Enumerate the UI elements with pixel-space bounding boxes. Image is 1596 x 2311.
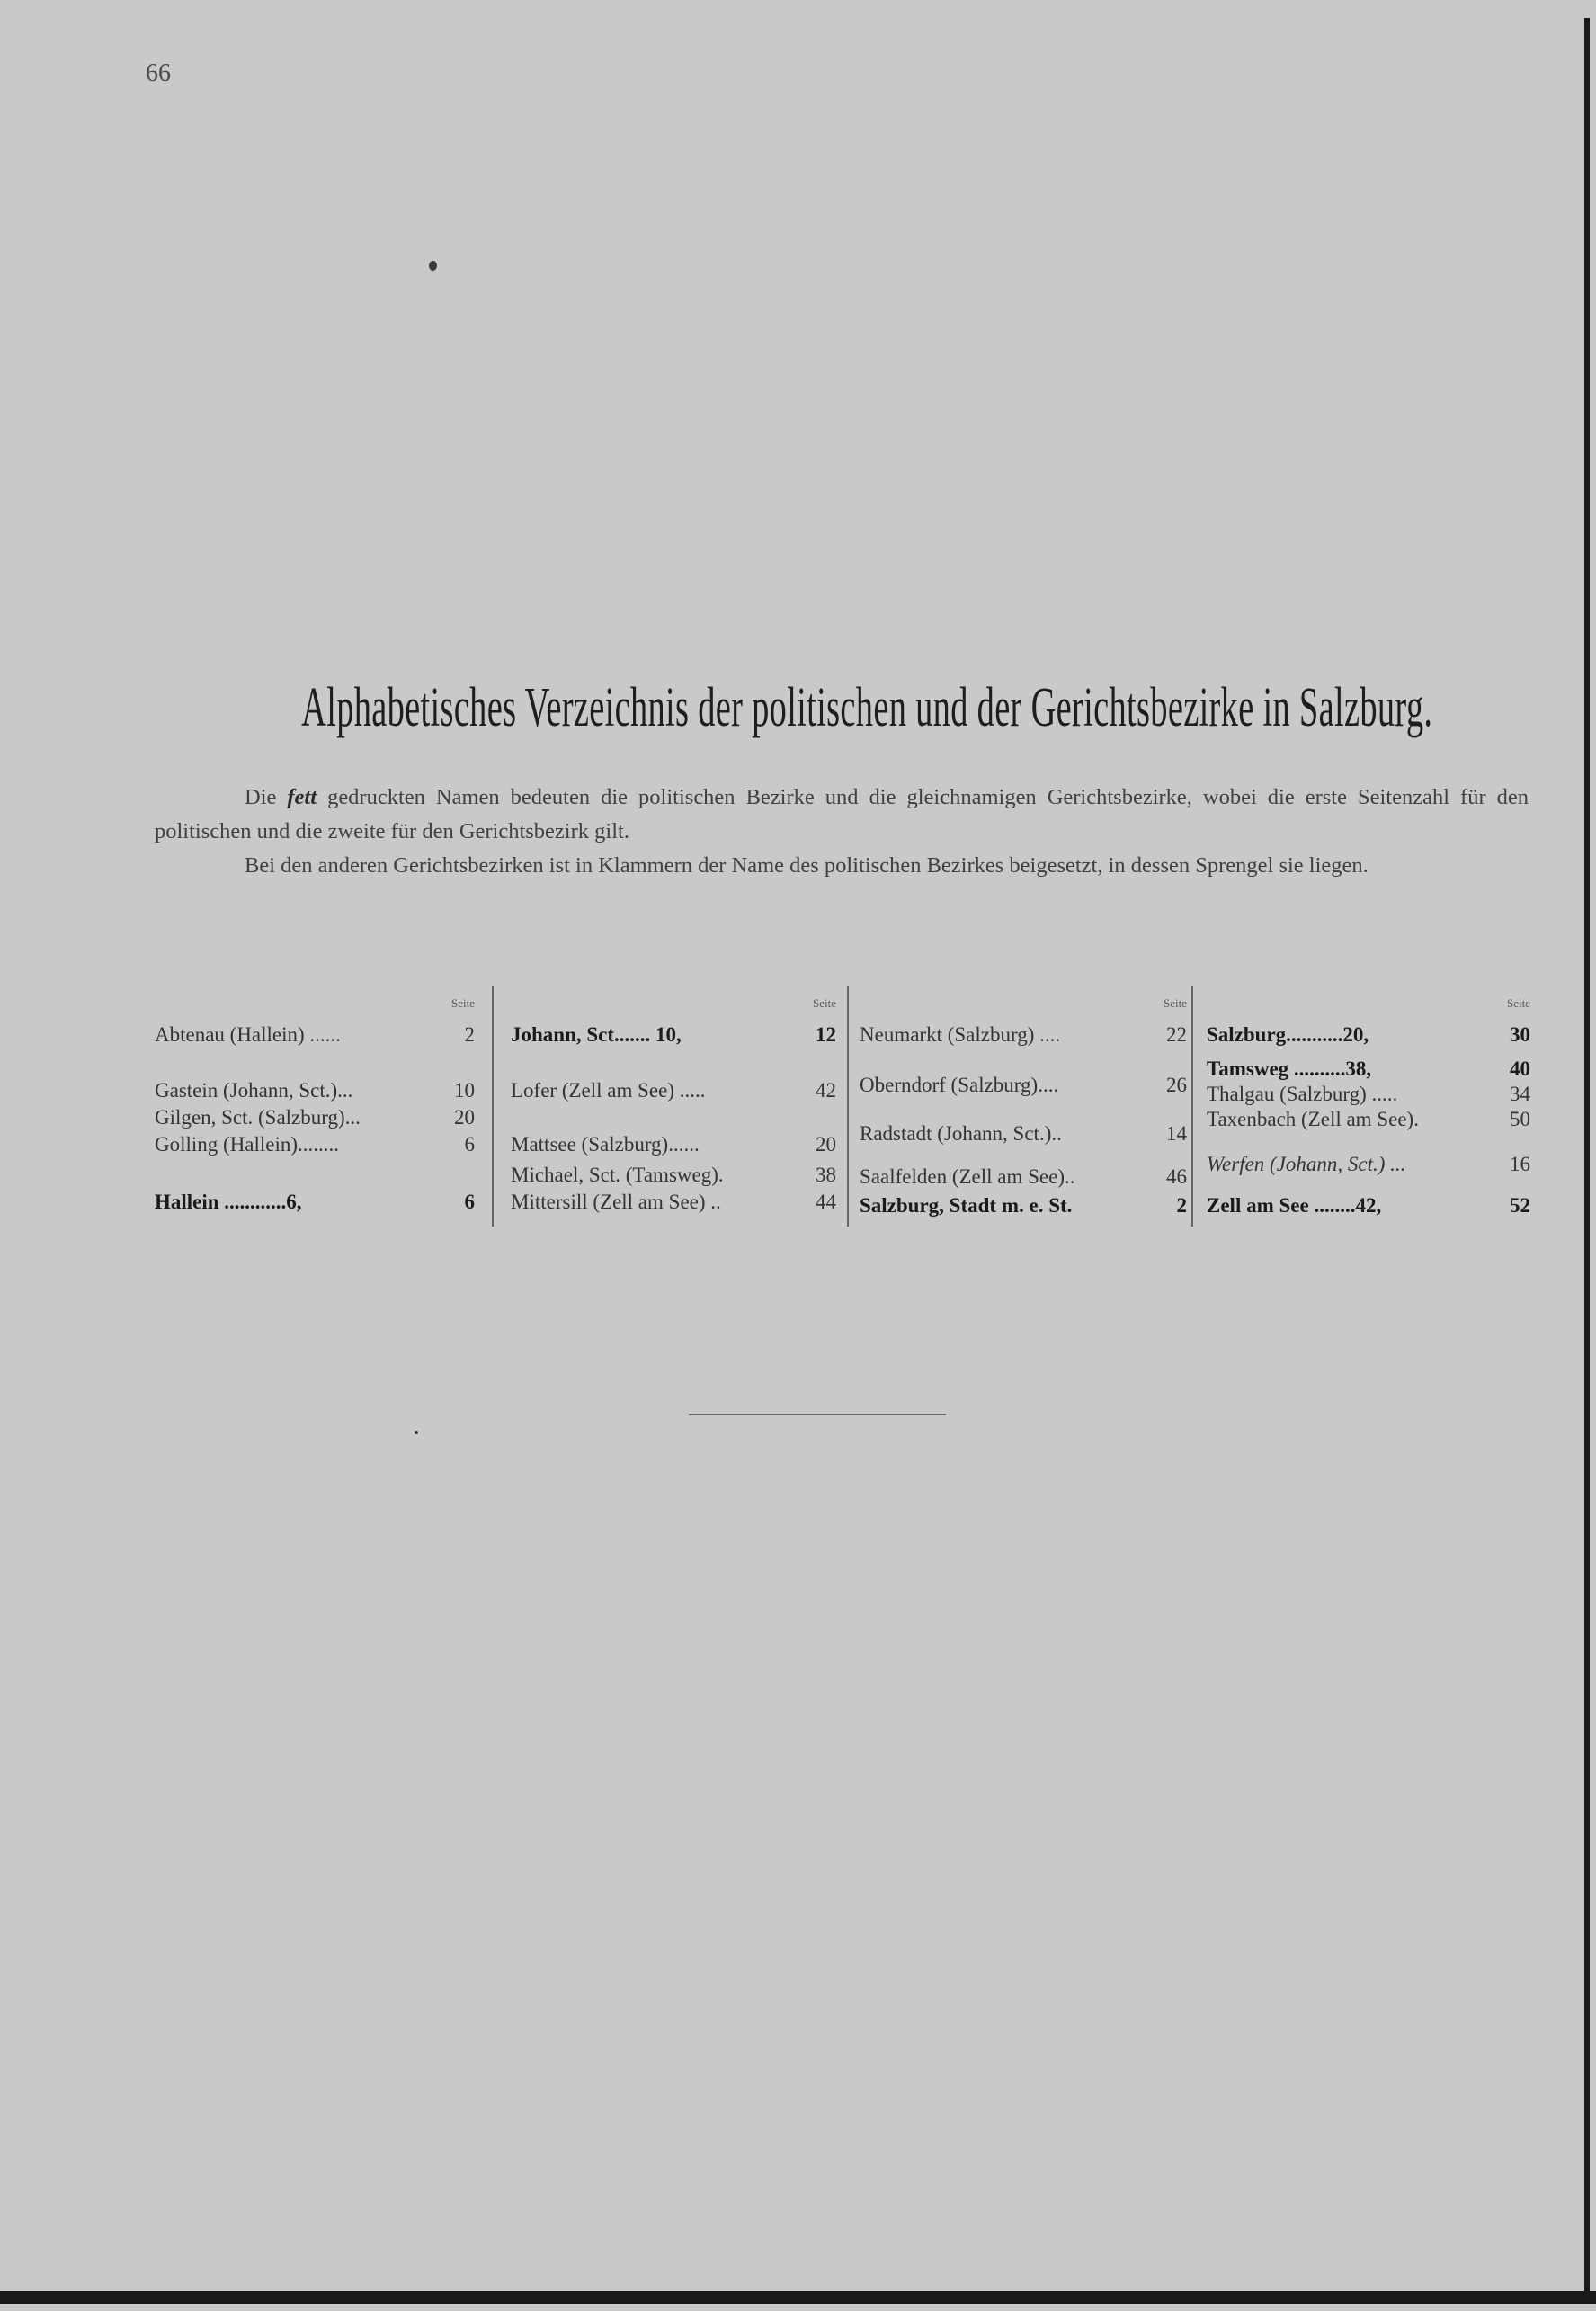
page-number: 66 [146,59,171,87]
column-divider [492,986,494,1227]
entry-name: Taxenbach (Zell am See). [1207,1108,1419,1130]
entry-name: Oberndorf (Salzburg).... [860,1074,1059,1096]
entry-page: 34 [1510,1083,1530,1105]
scan-edge-right [1584,18,1590,2302]
entry-name: Johann, Sct....... 10, [511,1023,682,1046]
entry-name: Gilgen, Sct. (Salzburg)... [155,1106,361,1129]
column-header-seite: Seite [1164,996,1187,1010]
intro-paragraph-1 [155,781,1529,849]
entry-page: 40 [1510,1057,1530,1080]
entry-page: 50 [1510,1108,1530,1130]
entry-page: 44 [816,1191,836,1213]
intro-text [155,781,1529,883]
entry-page: 42 [816,1079,836,1102]
entry-name: Lofer (Zell am See) ..... [511,1079,706,1102]
entry-name: Tamsweg ..........38, [1207,1057,1372,1080]
entry-page: 2 [464,1023,475,1046]
index-column-2 [511,986,836,1227]
index-column-3 [860,986,1187,1227]
entry-name: Golling (Hallein)........ [155,1133,340,1156]
entry-name: Gastein (Johann, Sct.)... [155,1079,353,1102]
closing-rule [689,1414,946,1415]
entry-page: 46 [1166,1165,1187,1188]
entry-name: Hallein ............6, [155,1191,302,1213]
entry-page: 20 [816,1133,836,1156]
column-divider [1191,986,1193,1227]
intro-p1-start: Die [245,785,277,809]
entry-page: 12 [816,1023,836,1046]
page-title: Alphabetisches Verzeichnis der politischen und der Gerichtsbezirke in Salzburg. [301,677,1433,738]
column-header-seite: Seite [813,996,836,1010]
entry-page: 22 [1166,1023,1187,1046]
intro-p1-rest: gedruckten Namen bedeuten die politischen Bezirke und die gleichnamigen Gerichtsbezirke, wobei die erste Seitenzahl für den politischen und die zweite für den Gerichtsbezirk gilt. [155,785,1529,843]
entry-name: Zell am See ........42, [1207,1194,1382,1217]
ink-speck [415,1431,418,1434]
entry-page: 38 [816,1164,836,1186]
entry-page: 6 [464,1191,475,1213]
column-divider [847,986,849,1227]
intro-p1-emphasis: fett [287,785,317,809]
entry-name: Mittersill (Zell am See) .. [511,1191,721,1213]
entry-page: 20 [454,1106,475,1129]
index-column-4 [1207,986,1530,1227]
index-column-1 [155,986,475,1227]
scan-edge-bottom [0,2291,1596,2304]
entry-name: Thalgau (Salzburg) ..... [1207,1083,1398,1105]
column-header-seite: Seite [1507,996,1530,1010]
entry-page: 16 [1510,1153,1530,1175]
column-header-seite: Seite [451,996,475,1010]
entry-name: Abtenau (Hallein) ...... [155,1023,341,1046]
entry-name: Michael, Sct. (Tamsweg). [511,1164,724,1186]
entry-page: 26 [1166,1074,1187,1096]
entry-page: 30 [1510,1023,1530,1046]
ink-speck [429,261,437,271]
entry-name: Radstadt (Johann, Sct.).. [860,1122,1062,1145]
entry-page: 6 [464,1133,475,1156]
entry-name: Werfen (Johann, Sct.) ... [1207,1153,1406,1175]
entry-name: Salzburg, Stadt m. e. St. [860,1194,1073,1217]
entry-name: Neumarkt (Salzburg) .... [860,1023,1061,1046]
entry-name: Saalfelden (Zell am See).. [860,1165,1075,1188]
entry-page: 2 [1176,1194,1187,1217]
entry-name: Mattsee (Salzburg)...... [511,1133,700,1156]
entry-page: 10 [454,1079,475,1102]
entry-page: 14 [1166,1122,1187,1145]
entry-name: Salzburg...........20, [1207,1023,1369,1046]
intro-paragraph-2: Bei den anderen Gerichtsbezirken ist in Klammern der Name des politischen Bezirkes beigesetzt, in dessen Sprengel sie liegen. [245,853,1369,878]
entry-page: 52 [1510,1194,1530,1217]
